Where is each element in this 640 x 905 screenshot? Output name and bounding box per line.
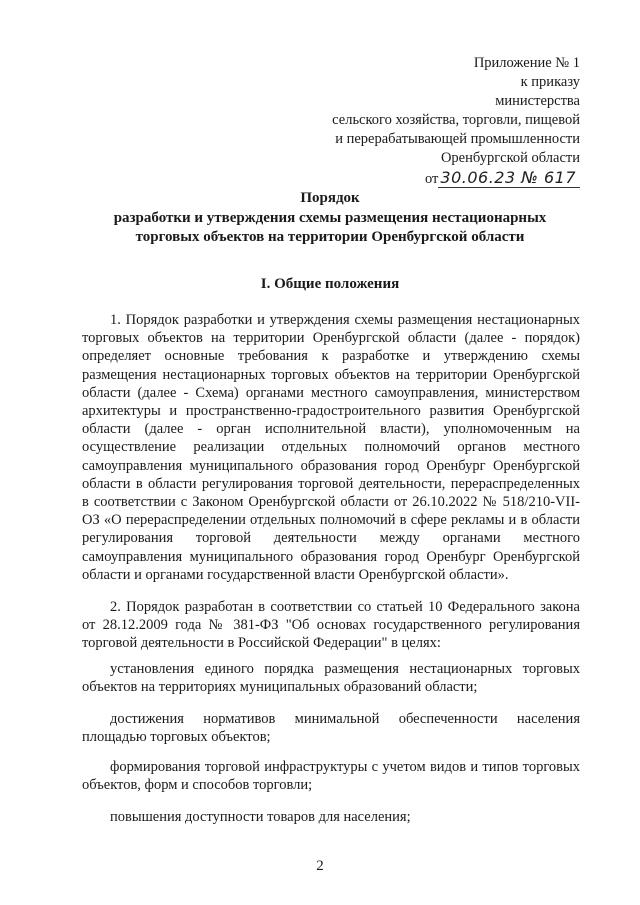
document-title (70, 189, 590, 248)
list-item-text: формирования торговой инфраструктуры с учетом видов и типов торговых объектов, форм и способов торговли; (82, 759, 580, 794)
list-item (82, 660, 580, 696)
page-number: 2 (316, 858, 324, 874)
list-item (82, 710, 580, 746)
list-item (82, 808, 580, 826)
list-item-text: повышения доступности товаров для населения; (110, 809, 411, 825)
paragraph-text: 2. Порядок разработан в соответствии со статьей 10 Федерального закона от 28.12.2009 года № 381-ФЗ "Об основах государственного регулирования торговой деятельности в Российской Федерации" в целях: (82, 599, 580, 652)
title-line: торговых объектов на территории Оренбургской области (135, 229, 525, 245)
title-line: Порядок (300, 190, 360, 206)
order-date-line (250, 168, 580, 189)
appendix-header (250, 54, 580, 189)
list-item-text: установления единого порядка размещения нестационарных торговых объектов на территориях муниципальных образований области; (82, 661, 580, 696)
list-item-text: достижения нормативов минимальной обеспеченности населения площадью торговых объектов; (82, 711, 580, 746)
appendix-line: Оренбургской области (440, 150, 580, 166)
paragraph-text: 1. Порядок разработки и утверждения схемы размещения нестационарных торговых объектов на территории Оренбургской области (далее - порядок) определяет основные требования к разработке и утверждению схемы размещения нестационарных торговых объектов на территории Оренбургской области (далее - Схема) органами местного самоуправления, министерством архитектуры и пространственно-градостроительного развития Оренбургской области (далее - орган исполнительной власти), уполномоченным на осуществление реализации отдельных полномочий органов местного самоуправления муниципального образования город Оренбург Оренбургской области в области регулирования торговой деятельности, перераспределенных в соответствии с Законом Оренбургской области от 26.10.2022 № 518/210-VII-ОЗ «О перераспределении отдельных полномочий в сфере рекламы и в области регулирования торговой деятельности между органами местного самоуправления муниципального образования город Оренбург Оренбургской области и органами государственной власти Оренбургской области». (82, 312, 580, 583)
date-prefix: от (424, 171, 439, 187)
appendix-line: к приказу (520, 74, 580, 90)
appendix-line: сельского хозяйства, торговли, пищевой (332, 112, 580, 128)
section-heading: I. Общие положения (260, 276, 400, 292)
handwritten-date-number: 30.06.23 № 617 (438, 168, 580, 188)
appendix-line: и перерабатывающей промышленности (335, 131, 580, 147)
paragraph-2 (82, 598, 580, 653)
appendix-line: министерства (495, 93, 580, 109)
appendix-number: Приложение № 1 (473, 55, 580, 71)
title-line: разработки и утверждения схемы размещения нестационарных (113, 209, 547, 226)
list-item (82, 758, 580, 794)
paragraph-1 (82, 311, 580, 584)
